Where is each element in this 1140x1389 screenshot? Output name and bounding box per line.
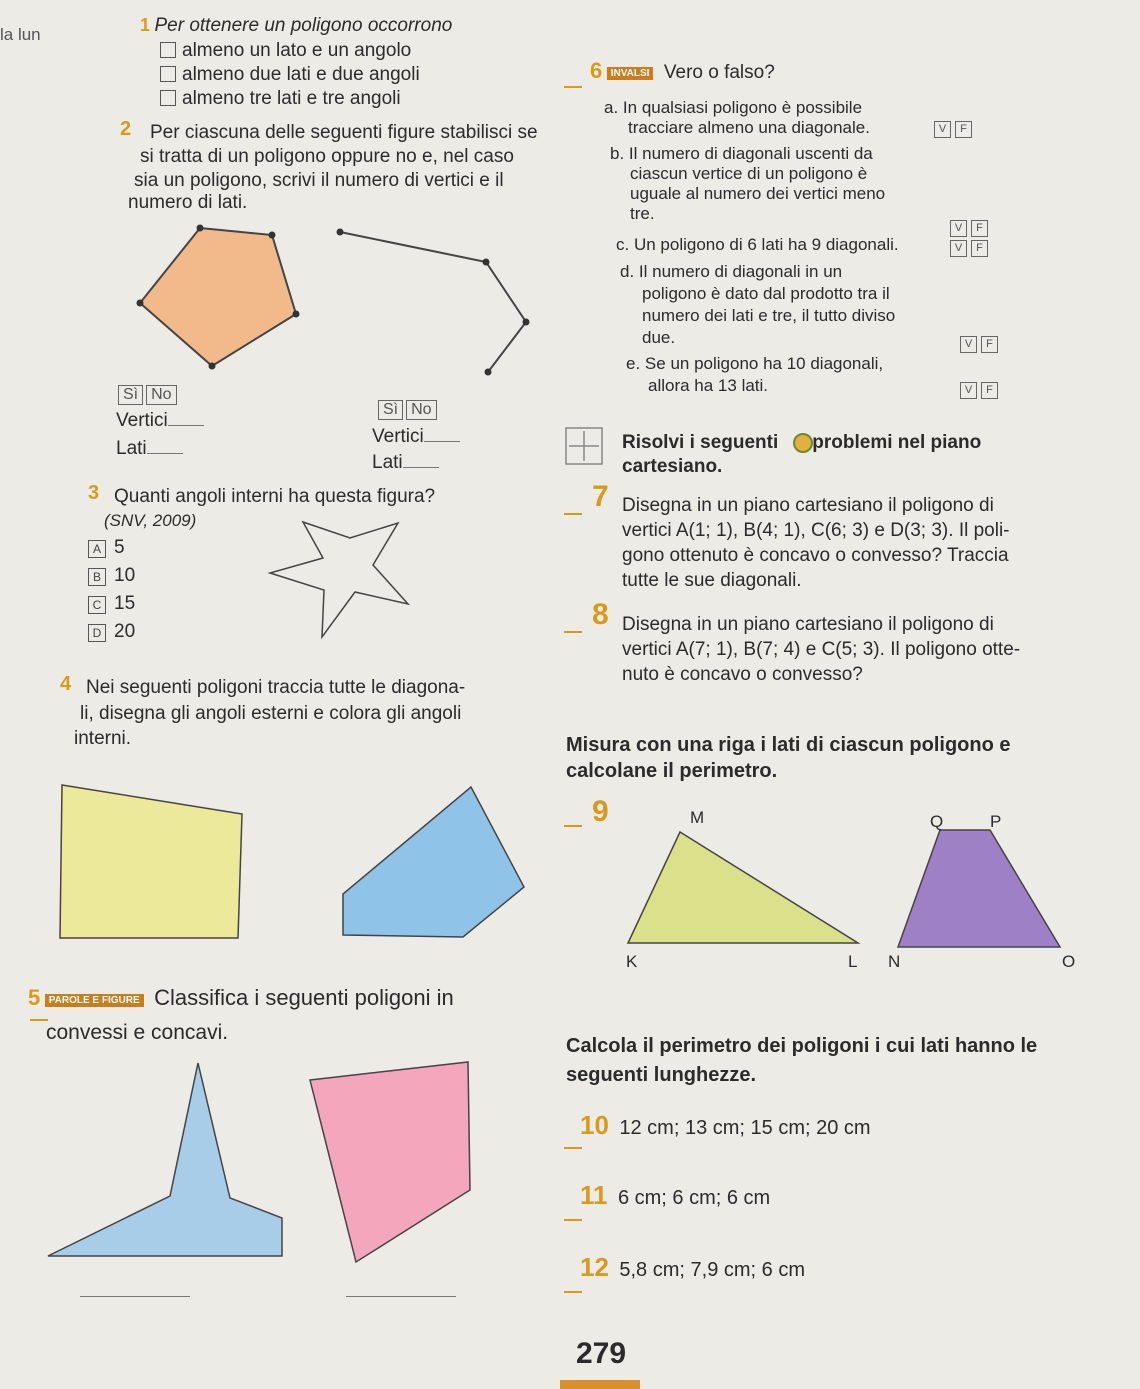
exercise-11 [580,1180,770,1211]
ex6-item-d: numero dei lati e tre, il tutto diviso [642,306,896,325]
exercise-tag: INVALSI [607,67,654,80]
vertex-dot [523,319,530,326]
perimeter-instruction: seguenti lunghezze. [566,1064,757,1086]
exercise-number: 8 [592,598,609,631]
choice-a[interactable]: A 5 [88,537,125,559]
vertici-label: Vertici [116,410,204,432]
exercise-number: 9 [592,795,609,828]
vertex-label-p: P [990,812,1002,831]
exercise-number: 12 [580,1252,609,1282]
vf-pair-d [956,334,998,353]
si-no-group-2 [378,400,440,420]
ex5-line: convessi e concavi. [46,1021,229,1044]
vertex-label-n: N [888,952,901,971]
open-polyline-figure [340,232,526,372]
exercise-number: 3 [88,482,100,504]
exercise-5-header [28,985,454,1011]
ex3-question: Quanti angoli interni ha questa figura? [114,486,436,507]
vertex-dot [137,300,144,307]
ex6-item-a: tracciare almeno una diagonale. [628,118,870,137]
ex8-line: nuto è concavo o convesso? [622,664,863,685]
ex6-item-b: ciascun vertice di un poligono è [630,164,868,183]
vf-pair-a [930,119,972,138]
choice-b[interactable]: B 10 [88,565,135,587]
exercise-question: Per ottenere un poligono occorrono [154,15,453,36]
ex2-line: numero di lati. [128,192,248,213]
vertici-label: Vertici [372,426,460,448]
vertex-dot [293,311,300,318]
vertex-dot [269,232,276,239]
answer-blank[interactable] [80,1296,190,1297]
trapezoid-qpno [898,830,1060,947]
false-box[interactable]: F [981,336,998,353]
ex11-lengths: 6 cm; 6 cm; 6 cm [617,1187,771,1209]
measure-instruction: Misura con una riga i lati di ciascun poligono e [566,734,1011,756]
ex2-line: Per ciascuna delle seguenti figure stabilisci se [150,122,538,143]
pentagon-figure [140,228,296,366]
vertex-dot [337,229,344,236]
ex3-source: (SNV, 2009) [104,511,197,530]
ex6-item-a: a. In qualsiasi poligono è possibile [604,98,863,117]
perimeter-instruction: Calcola il perimetro dei poligoni i cui lati hanno le [566,1035,1038,1057]
no-box[interactable]: No [406,400,436,420]
exercise-number: 5 [28,985,41,1010]
ex12-lengths: 5,8 cm; 7,9 cm; 6 cm [619,1259,805,1281]
answer-blank[interactable] [346,1296,456,1297]
choice-d[interactable]: D 20 [88,621,135,643]
false-box[interactable]: F [955,121,972,138]
exercise-number: 1 [140,15,151,35]
ex7-line: gono ottenuto è concavo o convesso? Traccia [622,545,1009,566]
ex6-item-b: b. Il numero di diagonali uscenti da [610,144,873,163]
answer-blank[interactable] [147,453,183,454]
ex10-lengths: 12 cm; 13 cm; 15 cm; 20 cm [619,1117,871,1139]
true-box[interactable]: V [960,336,977,353]
answer-blank[interactable] [424,441,460,442]
exercise-number: 7 [592,480,609,513]
true-box[interactable]: V [950,220,967,237]
answer-blank[interactable] [403,467,439,468]
vertex-label-q: Q [930,812,944,831]
ex7-line: vertici A(1; 1), B(4; 1), C(6; 3) e D(3; 3). Il poli- [622,520,1010,541]
pink-quadrilateral [310,1062,470,1262]
ex6-item-b: tre. [630,204,655,223]
ex8-line: Disegna in un piano cartesiano il poligono di [622,614,994,635]
ex6-item-c: c. Un poligono di 6 lati ha 9 diagonali. [616,235,899,254]
checkbox[interactable] [160,90,176,106]
exercise-number: 2 [120,118,132,140]
star-figure [270,522,408,637]
vertex-label-m: M [690,808,705,827]
true-box[interactable]: V [950,240,967,257]
vertex-label-l: L [848,952,858,971]
vf-pair-b [946,218,988,237]
ex6-item-d: due. [642,328,676,347]
exercise-tag: PAROLE E FIGURE [45,994,144,1007]
checkbox[interactable] [160,66,176,82]
footer-accent-bar [560,1380,640,1389]
ex7-line: Disegna in un piano cartesiano il poligono di [622,495,994,516]
measure-instruction: calcolane il perimetro. [566,760,778,782]
option-2[interactable]: almeno due lati e due angoli [160,64,420,86]
ex4-line: li, disegna gli angoli esterni e colora gli angoli [80,703,462,724]
si-box[interactable]: Sì [118,385,143,405]
concave-blue-polygon [48,1063,282,1256]
ex7-line: tutte le sue diagonali. [622,570,802,591]
vertex-dot [197,225,204,232]
ex6-item-e: e. Se un poligono ha 10 diagonali, [626,354,884,373]
ex4-line: Nei seguenti poligoni traccia tutte le diagona- [86,677,466,698]
vertex-dot [209,363,216,370]
option-3[interactable]: almeno tre lati e tre angoli [160,88,401,110]
ex6-item-d: d. Il numero di diagonali in un [620,262,843,281]
lati-label: Lati [116,438,183,460]
ex5-line: Classifica i seguenti poligoni in [154,985,454,1010]
si-box[interactable]: Sì [378,400,403,420]
no-box[interactable]: No [146,385,176,405]
ex2-line: sia un poligono, scrivi il numero di vertici e il [134,170,504,191]
page-number: 279 [576,1337,627,1370]
false-box[interactable]: F [971,220,988,237]
exercise-6-header [590,58,775,84]
answer-blank[interactable] [168,425,204,426]
choice-c[interactable]: C 15 [88,593,135,615]
margin-note: la lun [0,25,41,44]
true-box[interactable]: V [934,121,951,138]
triangle-kml [628,832,858,943]
vertex-dot [485,369,492,376]
ex8-line: vertici A(7; 1), B(7; 4) e C(5; 3). Il poligono otte- [622,639,1021,660]
exercise-number: 6 [590,58,603,83]
ex6-item-b: uguale al numero dei vertici meno [630,184,886,203]
exercise-number: 11 [580,1180,608,1210]
si-no-group-1 [118,385,180,405]
vertex-dot [483,259,490,266]
option-1[interactable]: almeno un lato e un angolo [160,40,411,62]
ex4-line: interni. [74,728,132,749]
section-cartesian-title: cartesiano. [622,456,723,477]
exercise-1 [140,15,452,37]
section-cartesian-title: Risolvi i seguenti problemi nel piano [622,432,982,453]
false-box[interactable]: F [971,240,988,257]
vertex-label-o: O [1062,952,1076,971]
vertex-label-k: K [626,952,638,971]
vf-pair-e [956,380,998,399]
vf-pair-c [946,238,988,257]
ex6-item-e: allora ha 13 lati. [648,376,769,395]
exercise-number: 4 [60,673,72,695]
true-box[interactable]: V [960,382,977,399]
exercise-number: 10 [580,1110,609,1140]
yellow-quadrilateral [60,785,242,938]
exercise-10 [580,1110,871,1141]
false-box[interactable]: F [981,382,998,399]
checkbox[interactable] [160,42,176,58]
ex2-line: si tratta di un poligono oppure no e, nel caso [140,146,514,167]
ex6-item-d: poligono è dato dal prodotto tra il [642,284,890,303]
exercise-12 [580,1252,805,1283]
lati-label: Lati [372,452,439,474]
ex6-title: Vero o falso? [663,62,775,83]
blue-pentagon [343,787,524,937]
